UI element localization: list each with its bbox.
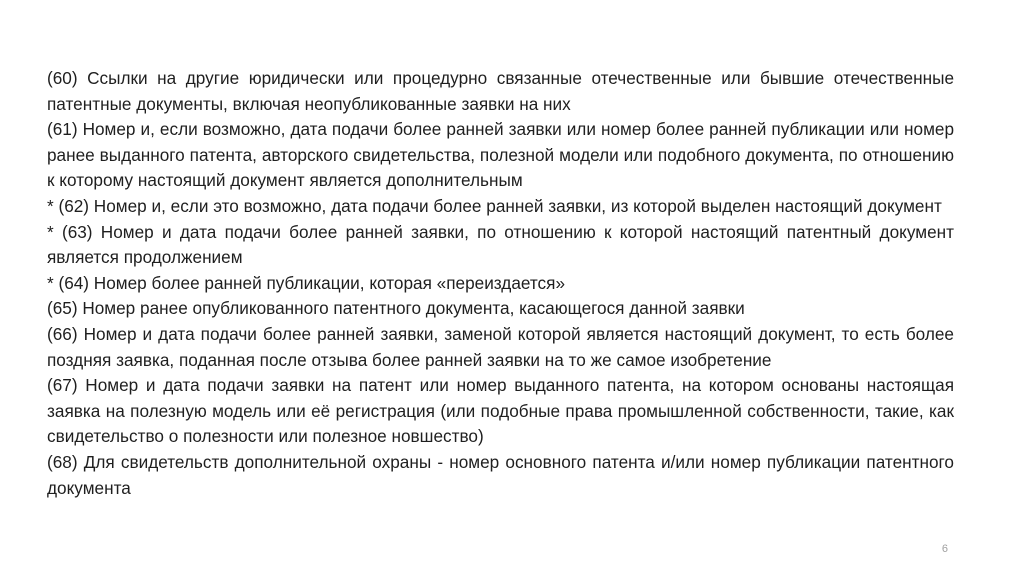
page-number: 6 — [941, 543, 948, 555]
slide-body — [47, 66, 954, 501]
entry-63: * (63) Номер и дата подачи более ранней заявки, по отношению к которой настоящий патентный документ является продолжением — [47, 221, 954, 268]
entry-67: (67) Номер и дата подачи заявки на патент или номер выданного патента, на котором основаны настоящая заявка на полезную модель или её регистрация (или подобные права промышленной собственности, такие, как свидетельство о полезности или полезное новшество) — [47, 375, 954, 447]
entry-60: (60) Ссылки на другие юридически или процедурно связанные отечественные или бывшие отечественные патентные документы, включая неопубликованные заявки на них — [47, 68, 954, 114]
entry-64: * (64) Номер более ранней публикации, которая «переиздается» — [47, 272, 566, 293]
entry-66: (66) Номер и дата подачи более ранней заявки, заменой которой является настоящий документ, то есть более поздняя заявка, поданная после отзыва более ранней заявки на то же самое изобретение — [47, 323, 954, 370]
entry-62: * (62) Номер и, если это возможно, дата подачи более ранней заявки, из которой выделен настоящий документ — [47, 195, 942, 216]
entry-65: (65) Номер ранее опубликованного патентного документа, касающегося данной заявки — [47, 298, 745, 319]
entry-61: (61) Номер и, если возможно, дата подачи более ранней заявки или номер более ранней публикации или номер ранее выданного патента, авторского свидетельства, полезной модели или подобного документа, по отношению к которому настоящий документ является дополнительным — [47, 119, 954, 191]
entry-68: (68) Для свидетельств дополнительной охраны - номер основного патента и/или номер публикации патентного документа — [47, 451, 954, 498]
